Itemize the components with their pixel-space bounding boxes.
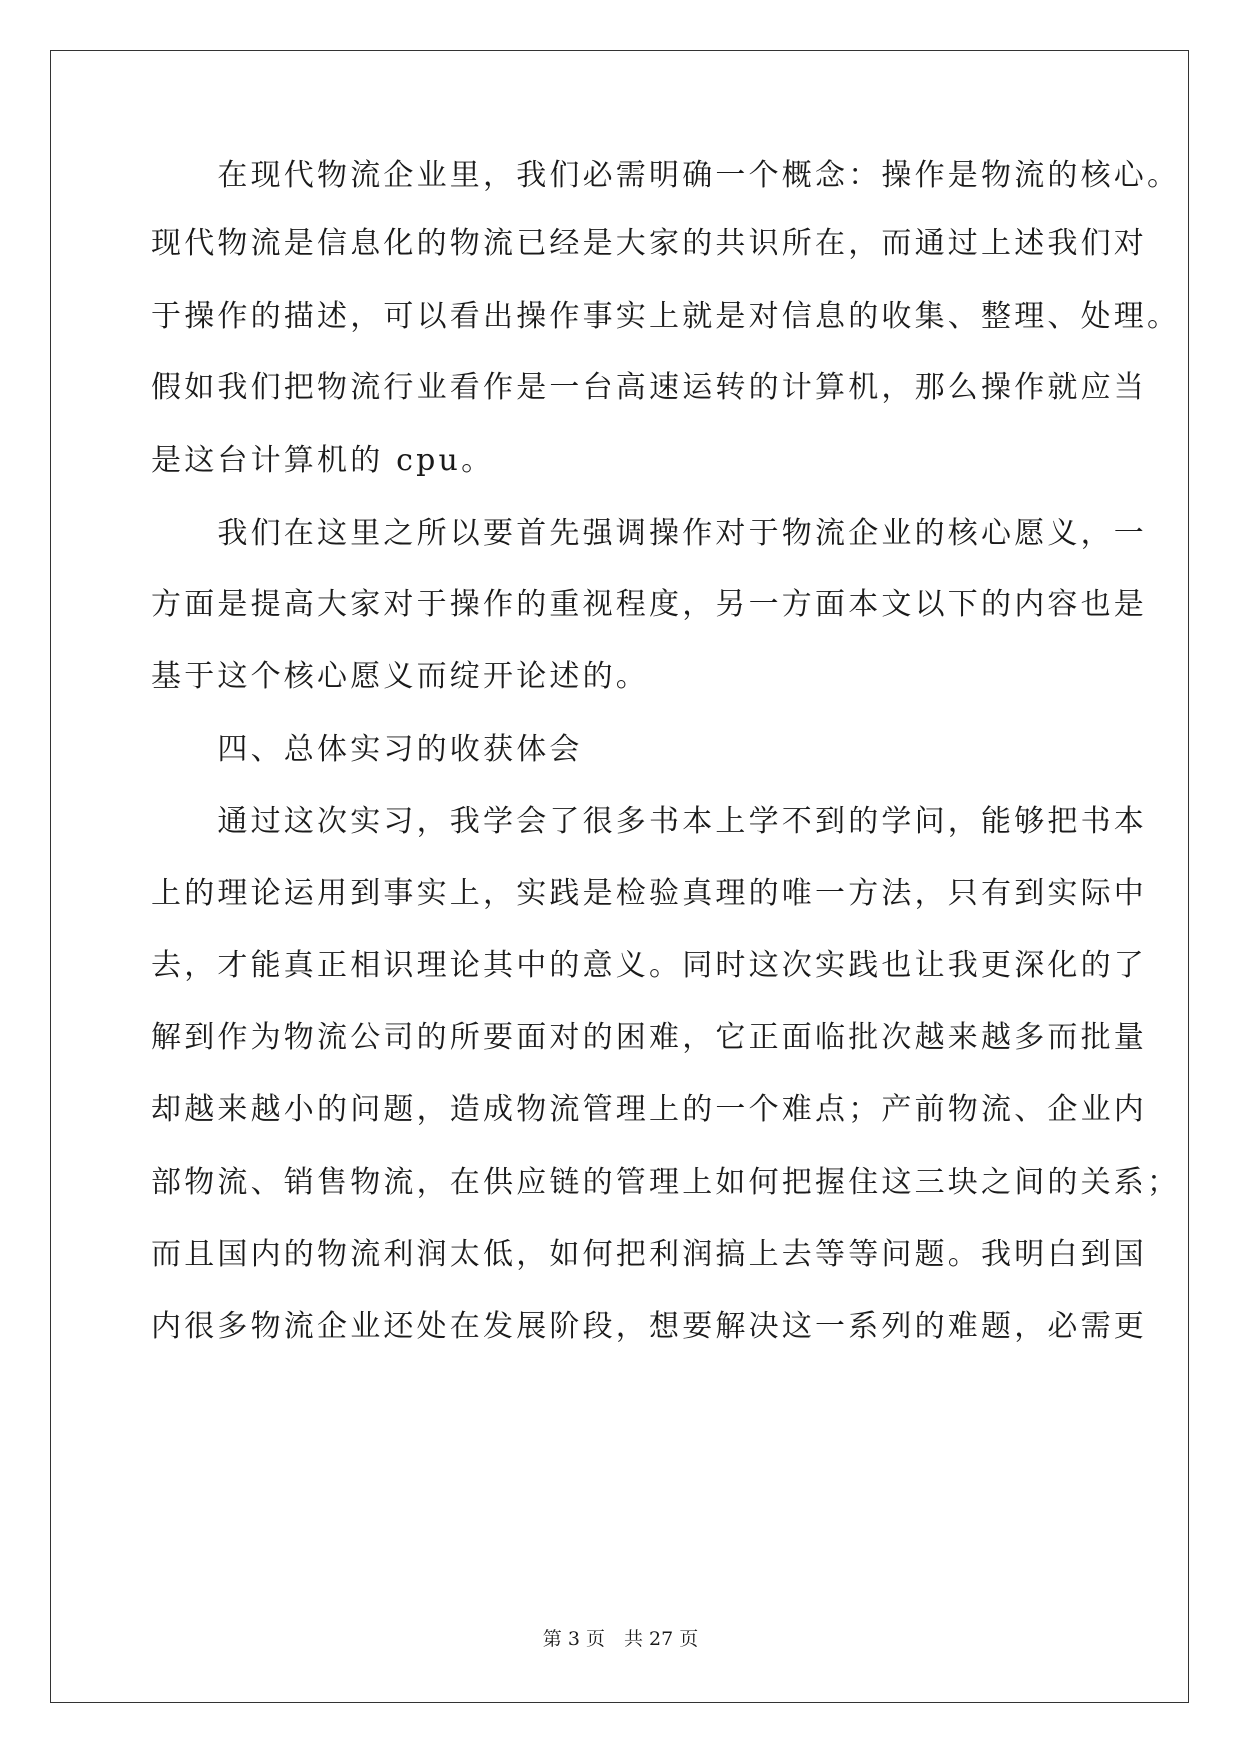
page-number-footer: 第 3 页 共 27 页 <box>542 1628 699 1650</box>
text-line: 而且国内的物流利润太低，如何把利润搞上去等等问题。我明白到国 <box>151 1237 1147 1272</box>
text-line: 我们在这里之所以要首先强调操作对于物流企业的核心愿义，一 <box>151 516 1147 551</box>
text-line: 基于这个核心愿义而绽开论述的。 <box>151 659 649 694</box>
text-line: 现代物流是信息化的物流已经是大家的共识所在，而通过上述我们对 <box>151 226 1147 261</box>
text-line: 于操作的描述，可以看出操作事实上就是对信息的收集、整理、处理。 <box>151 299 1181 334</box>
text-line: 部物流、销售物流，在供应链的管理上如何把握住这三块之间的关系； <box>151 1165 1181 1200</box>
text-line: 内很多物流企业还处在发展阶段，想要解决这一系列的难题，必需更 <box>151 1309 1147 1344</box>
text-line: 在现代物流企业里，我们必需明确一个概念：操作是物流的核心。 <box>151 158 1181 193</box>
text-line: 上的理论运用到事实上，实践是检验真理的唯一方法，只有到实际中 <box>151 876 1147 911</box>
section-heading: 四、总体实习的收获体会 <box>151 732 583 767</box>
text-line: 是这台计算机的 cpu。 <box>151 443 495 478</box>
text-line: 却越来越小的问题，造成物流管理上的一个难点；产前物流、企业内 <box>151 1092 1147 1127</box>
text-line: 假如我们把物流行业看作是一台高速运转的计算机，那么操作就应当 <box>151 370 1147 405</box>
text-line: 解到作为物流公司的所要面对的困难，它正面临批次越来越多而批量 <box>151 1020 1147 1055</box>
text-line: 通过这次实习，我学会了很多书本上学不到的学问，能够把书本 <box>151 804 1147 839</box>
text-line: 方面是提高大家对于操作的重视程度，另一方面本文以下的内容也是 <box>151 587 1147 622</box>
text-line: 去，才能真正相识理论其中的意义。同时这次实践也让我更深化的了 <box>151 948 1147 983</box>
